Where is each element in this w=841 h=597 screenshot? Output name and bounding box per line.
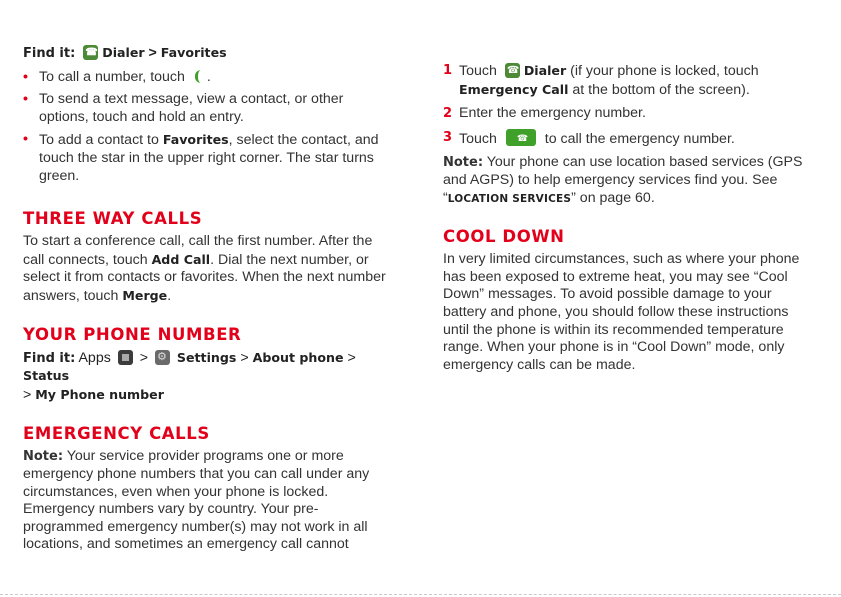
about-phone-label: About phone: [252, 349, 344, 365]
favorites-bullet-list: [23, 69, 395, 186]
note-text: Your phone can use location based services (GPS and AGPS) to help emergency services find you. See “: [443, 154, 803, 206]
step-text-end: at the bottom of the screen).: [572, 81, 750, 98]
apps-icon: [118, 350, 133, 365]
emergency-calls-heading: EMERGENCY CALLS: [23, 424, 210, 444]
bullet-text-end: , select the contact, and touch the star in the upper right corner. The star turns green.: [39, 132, 379, 184]
list-item: [23, 131, 395, 185]
bullet-icon: •: [23, 68, 28, 85]
settings-icon: [155, 350, 170, 365]
call-button-icon: [506, 129, 536, 146]
path-separator: >: [139, 349, 149, 366]
favorites-term: Favorites: [162, 132, 229, 148]
emergency-steps-list: [443, 62, 818, 148]
step-text-mid: (if your phone is locked, touch: [570, 63, 759, 79]
step-text: Enter the emergency number.: [459, 105, 646, 122]
path-separator: >: [23, 386, 32, 403]
list-item: [443, 129, 818, 149]
list-item: [23, 69, 395, 87]
three-way-text-2: . Dial the next number, or select it from contacts or favorites. When the next number answers, touch: [23, 251, 386, 304]
settings-label: Settings: [176, 349, 237, 365]
find-it-phone-number: [23, 349, 395, 405]
step-number: 1: [443, 63, 453, 78]
three-way-calls-text: [23, 233, 395, 305]
right-column: [443, 62, 818, 374]
add-call-term: Add Call: [151, 251, 211, 267]
find-it-label: Find it:: [23, 46, 76, 61]
bullet-text: To send a text message, view a contact, or other options, touch and hold an entry.: [39, 91, 344, 125]
emergency-text: Your service provider programs one or more emergency phone numbers that you can call under any circumstances, even when your phone is locked. Emergency numbers vary by country. Your pre-programmed emergency number(s) may not work in all locations, and sometimes an emergency call cannot: [23, 448, 370, 553]
bullet-text-end: .: [206, 68, 211, 85]
step-number: 3: [443, 129, 453, 145]
find-it-label: Find it:: [23, 350, 76, 366]
three-way-text-3: .: [167, 287, 172, 304]
page-bottom-divider: [0, 594, 841, 596]
note-text-end: ” on page 60.: [571, 189, 655, 206]
left-column: [23, 44, 395, 554]
your-phone-number-heading: YOUR PHONE NUMBER: [23, 324, 242, 344]
bullet-text: To add a contact to: [39, 132, 159, 149]
list-item: [443, 62, 818, 99]
merge-term: Merge: [122, 287, 168, 303]
handset-icon: [193, 70, 203, 84]
dialer-label: Dialer: [523, 63, 567, 78]
step-number: 2: [443, 106, 453, 122]
path-separator: >: [240, 349, 249, 366]
dialer-icon: [505, 63, 520, 78]
cool-down-heading: COOL DOWN: [443, 227, 565, 247]
dialer-icon: [83, 45, 98, 60]
cool-down-text: In very limited circumstances, such as where your phone has been exposed to extreme heat, you may see “Cool Down” messages. To avoid possible damage to your battery and phone, you should follow these instructions until the phone is within its recommended temperature range. When your phone is in “Cool Down” mode, only emergency calls can be made.: [443, 251, 800, 373]
emergency-calls-text: [23, 448, 395, 554]
step-text: Touch: [459, 63, 497, 79]
location-services-ref: LOCATION SERVICES: [447, 192, 572, 205]
path-separator: >: [347, 349, 356, 366]
bullet-icon: •: [23, 131, 28, 148]
dialer-label: Dialer: [102, 45, 145, 60]
bullet-text: To call a number, touch: [39, 68, 185, 85]
find-it-favorites: [23, 44, 395, 63]
note-label: Note:: [23, 449, 64, 465]
step-text-end: to call the emergency number.: [544, 130, 735, 147]
list-item: [443, 105, 818, 123]
my-phone-number-label: My Phone number: [35, 386, 164, 402]
favorites-label: Favorites: [160, 45, 227, 60]
location-note: [443, 154, 818, 208]
status-label: Status: [23, 368, 70, 384]
emergency-call-term: Emergency Call: [459, 81, 569, 97]
list-item: [23, 91, 395, 126]
note-label: Note:: [443, 155, 484, 171]
apps-label: Apps: [78, 349, 111, 366]
three-way-text-1: To start a conference call, call the first number. After the call connects, touch: [23, 233, 373, 268]
path-separator: >: [148, 45, 157, 61]
three-way-calls-heading: THREE WAY CALLS: [23, 209, 203, 229]
bullet-icon: •: [23, 91, 28, 108]
step-text: Touch: [459, 130, 497, 147]
